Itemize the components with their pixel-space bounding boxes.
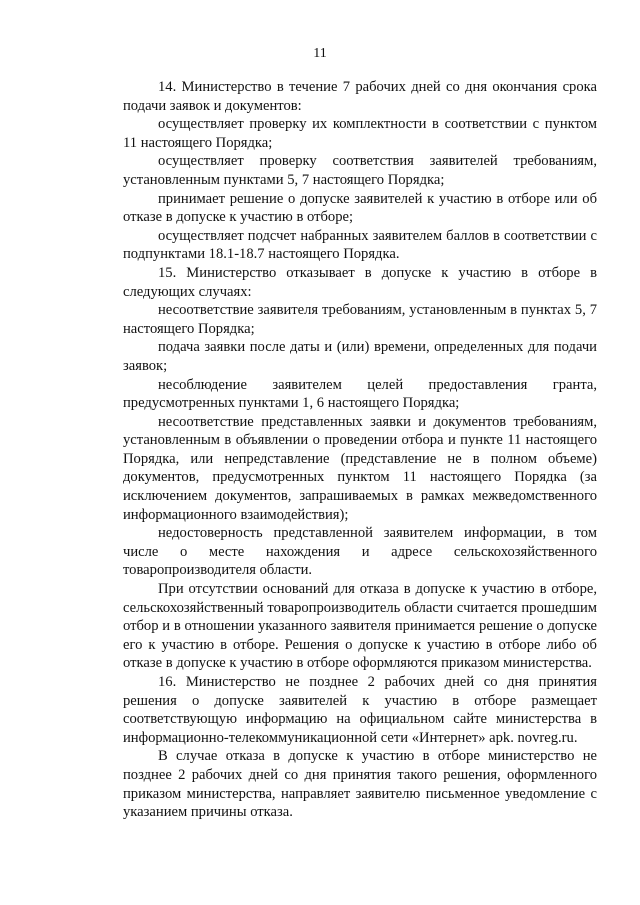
paragraph-14-item-completeness: осуществляет проверку их комплектности в соответствии с пунктом 11 настоящего Порядка; — [123, 116, 597, 151]
paragraph-14-item-decision: принимает решение о допуске заявителей к участию в отборе или об отказе в допуске к участию в отборе; — [123, 190, 597, 226]
paragraph-15-item-nonconformity: несоответствие заявителя требованиям, установленным в пунктах 5, 7 настоящего Порядка; — [123, 302, 597, 337]
document-body — [123, 78, 597, 822]
paragraph-14-item-requirements: осуществляет проверку соответствия заявителей требованиям, установленным пунктами 5, 7 настоящего Порядка; — [123, 153, 597, 188]
paragraph-15-item-inaccuracy: недостоверность представленной заявителем информации, в том числе о месте нахождения и адресе сельскохозяйственного товаропроизводителя области. — [123, 525, 597, 579]
paragraph-15-item-goals: несоблюдение заявителем целей предоставления гранта, предусмотренных пунктами 1, 6 настоящего Порядка; — [123, 376, 597, 412]
paragraph-14-intro: 14. Министерство в течение 7 рабочих дней со дня окончания срока подачи заявок и документов: — [123, 79, 597, 114]
page-number: 11 — [313, 46, 327, 61]
paragraph-16-publication: 16. Министерство не позднее 2 рабочих дней со дня принятия решения о допуске заявителей к участию в отборе размещает соответствующую информацию на официальном сайте министерства в информационно-телекоммуникационной сети «Интернет» apk. novreg.ru. — [123, 674, 597, 746]
paragraph-15-admission: При отсутствии оснований для отказа в допуске к участию в отборе, сельскохозяйственный товаропроизводитель области считается прошедшим отбор и в отношении указанного заявителя принимается решение о допуске его к участию в отборе. Решения о допуске к участию в отборе либо об отказе в допуске к участию в отборе оформляются приказом министерства. — [123, 581, 597, 672]
paragraph-14-item-scoring: осуществляет подсчет набранных заявителем баллов в соответствии с подпунктами 18.1-18.7 настоящего Порядка. — [123, 227, 597, 263]
paragraph-15-intro: 15. Министерство отказывает в допуске к участию в отборе в следующих случаях: — [123, 264, 597, 300]
paragraph-15-item-late-submission: подача заявки после даты и (или) времени, определенных для подачи заявок; — [123, 339, 597, 374]
paragraph-15-item-documents: несоответствие представленных заявки и документов требованиям, установленным в объявлении о проведении отбора и пункте 11 настоящего Порядка, или непредставление (представление не в полном объеме) документов, предусмотренных пунктом 11 настоящего Порядка (за исключением документов, запрашиваемых в рамках межведомственного информационного взаимодействия); — [123, 413, 597, 523]
paragraph-16-refusal-notice: В случае отказа в допуске к участию в отборе министерство не позднее 2 рабочих дней со дня принятия такого решения, оформленного приказом министерства, направляет заявителю письменное уведомление с указанием причины отказа. — [123, 748, 597, 821]
